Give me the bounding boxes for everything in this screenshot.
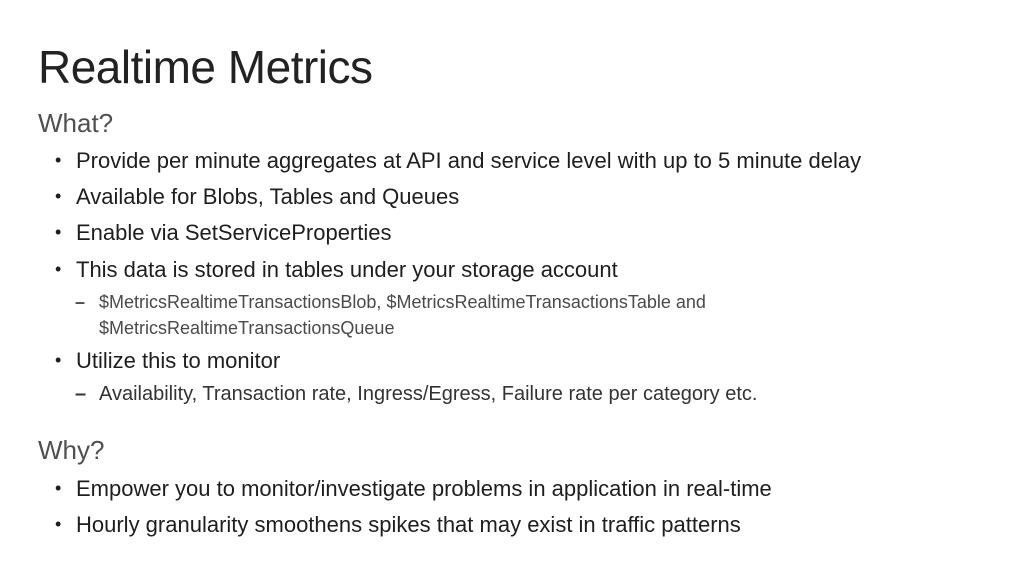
slide-title: Realtime Metrics: [38, 41, 373, 93]
bullet-text: Hourly granularity smoothens spikes that may exist in traffic patterns: [76, 512, 741, 537]
bullet-icon: •: [55, 186, 62, 206]
bullet-icon: •: [55, 150, 62, 170]
bullet-icon: •: [55, 222, 62, 242]
bullet-item: [55, 220, 392, 246]
bullet-text: Provide per minute aggregates at API and service level with up to 5 minute delay: [76, 148, 862, 173]
bullet-text: Empower you to monitor/investigate problems in application in real-time: [76, 476, 772, 501]
bullet-icon: •: [55, 478, 62, 498]
sub-bullet-tables: [75, 289, 706, 341]
bullet-icon: •: [55, 259, 62, 279]
sub-bullet-text: Availability, Transaction rate, Ingress/Egress, Failure rate per category etc.: [99, 383, 758, 405]
section-heading-what: What?: [38, 108, 114, 138]
bullet-item: [55, 348, 280, 374]
dash-icon: –: [75, 292, 86, 312]
bullet-text: Available for Blobs, Tables and Queues: [76, 184, 460, 209]
sub-bullet-text-continued: $MetricsRealtimeTransactionsQueue: [99, 318, 395, 338]
bullet-text: Utilize this to monitor: [76, 348, 281, 373]
dash-icon: –: [75, 383, 87, 405]
bullet-item: [55, 184, 459, 210]
bullet-item: [55, 257, 618, 283]
bullet-icon: •: [55, 514, 62, 534]
section-heading-why: Why?: [38, 435, 105, 465]
bullet-text: Enable via SetServiceProperties: [76, 220, 392, 245]
sub-bullet-monitor: [75, 383, 757, 406]
bullet-text: This data is stored in tables under your storage account: [76, 257, 618, 282]
bullet-item: [55, 512, 741, 538]
bullet-icon: •: [55, 350, 62, 370]
bullet-item: [55, 476, 772, 502]
sub-bullet-text: $MetricsRealtimeTransactionsBlob, $MetricsRealtimeTransactionsTable and: [99, 292, 706, 312]
bullet-item: [55, 148, 861, 174]
